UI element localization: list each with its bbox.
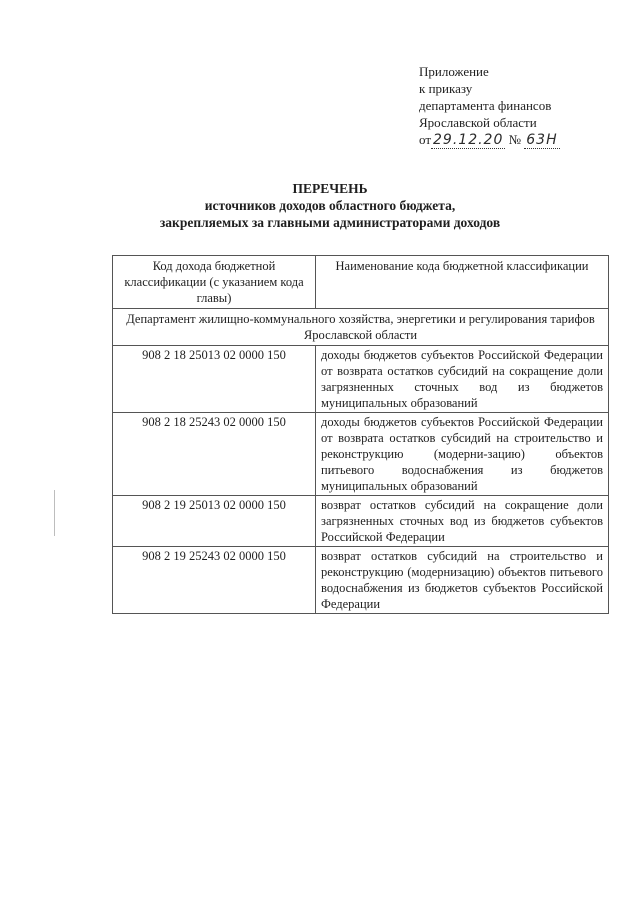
appendix-block: [419, 63, 619, 149]
date-prefix: от: [419, 132, 432, 147]
revenue-code: 908 2 19 25243 02 0000 150: [113, 547, 316, 614]
appendix-line: департамента финансов: [419, 98, 552, 113]
table-row: [113, 547, 609, 614]
appendix-line: к приказу: [419, 81, 473, 96]
revenue-name: доходы бюджетов субъектов Российской Федерации от возврата остатков субсидий на строительство и реконструкцию (модерни-зацию) объектов питьевого водоснабжения из бюджетов муниципальных образований: [316, 413, 609, 496]
document-heading: [120, 180, 540, 231]
heading-subtitle-line: источников доходов областного бюджета,: [204, 198, 456, 213]
revenue-code: 908 2 18 25013 02 0000 150: [113, 346, 316, 413]
handwritten-number: 63Н: [526, 132, 558, 148]
column-header-name: Наименование кода бюджетной классификации: [316, 256, 609, 309]
table-row: [113, 346, 609, 413]
revenue-name: возврат остатков субсидий на сокращение доли загрязненных сточных вод из бюджетов субъектов Российской Федерации: [316, 496, 609, 547]
scan-mark: [54, 490, 55, 536]
revenue-name: доходы бюджетов субъектов Российской Федерации от возврата остатков субсидий на сокращение доли загрязненных сточных вод из бюджетов муниципальных образований: [316, 346, 609, 413]
revenue-sources-table: [112, 255, 609, 614]
revenue-code: 908 2 18 25243 02 0000 150: [113, 413, 316, 496]
appendix-date-line: [419, 131, 619, 149]
revenue-code: 908 2 19 25013 02 0000 150: [113, 496, 316, 547]
department-name: Департамент жилищно-коммунального хозяйства, энергетики и регулирования тарифов Ярославской области: [113, 309, 609, 346]
number-sign: №: [508, 132, 522, 147]
table-row: [113, 413, 609, 496]
table-header-row: [113, 256, 609, 309]
appendix-line: Ярославской области: [419, 115, 537, 130]
department-row: [113, 309, 609, 346]
column-header-code: Код дохода бюджетной классификации (с указанием кода главы): [113, 256, 316, 309]
document-title: ПЕРЕЧЕНЬ: [292, 181, 368, 196]
table-row: [113, 496, 609, 547]
revenue-name: возврат остатков субсидий на строительство и реконструкцию (модернизацию) объектов питьевого водоснабжения из бюджетов субъектов Российской Федерации: [316, 547, 609, 614]
handwritten-date: 29.12.20: [433, 132, 504, 148]
heading-subtitle-line: закрепляемых за главными администраторами доходов: [159, 215, 501, 230]
appendix-line: Приложение: [419, 64, 489, 79]
